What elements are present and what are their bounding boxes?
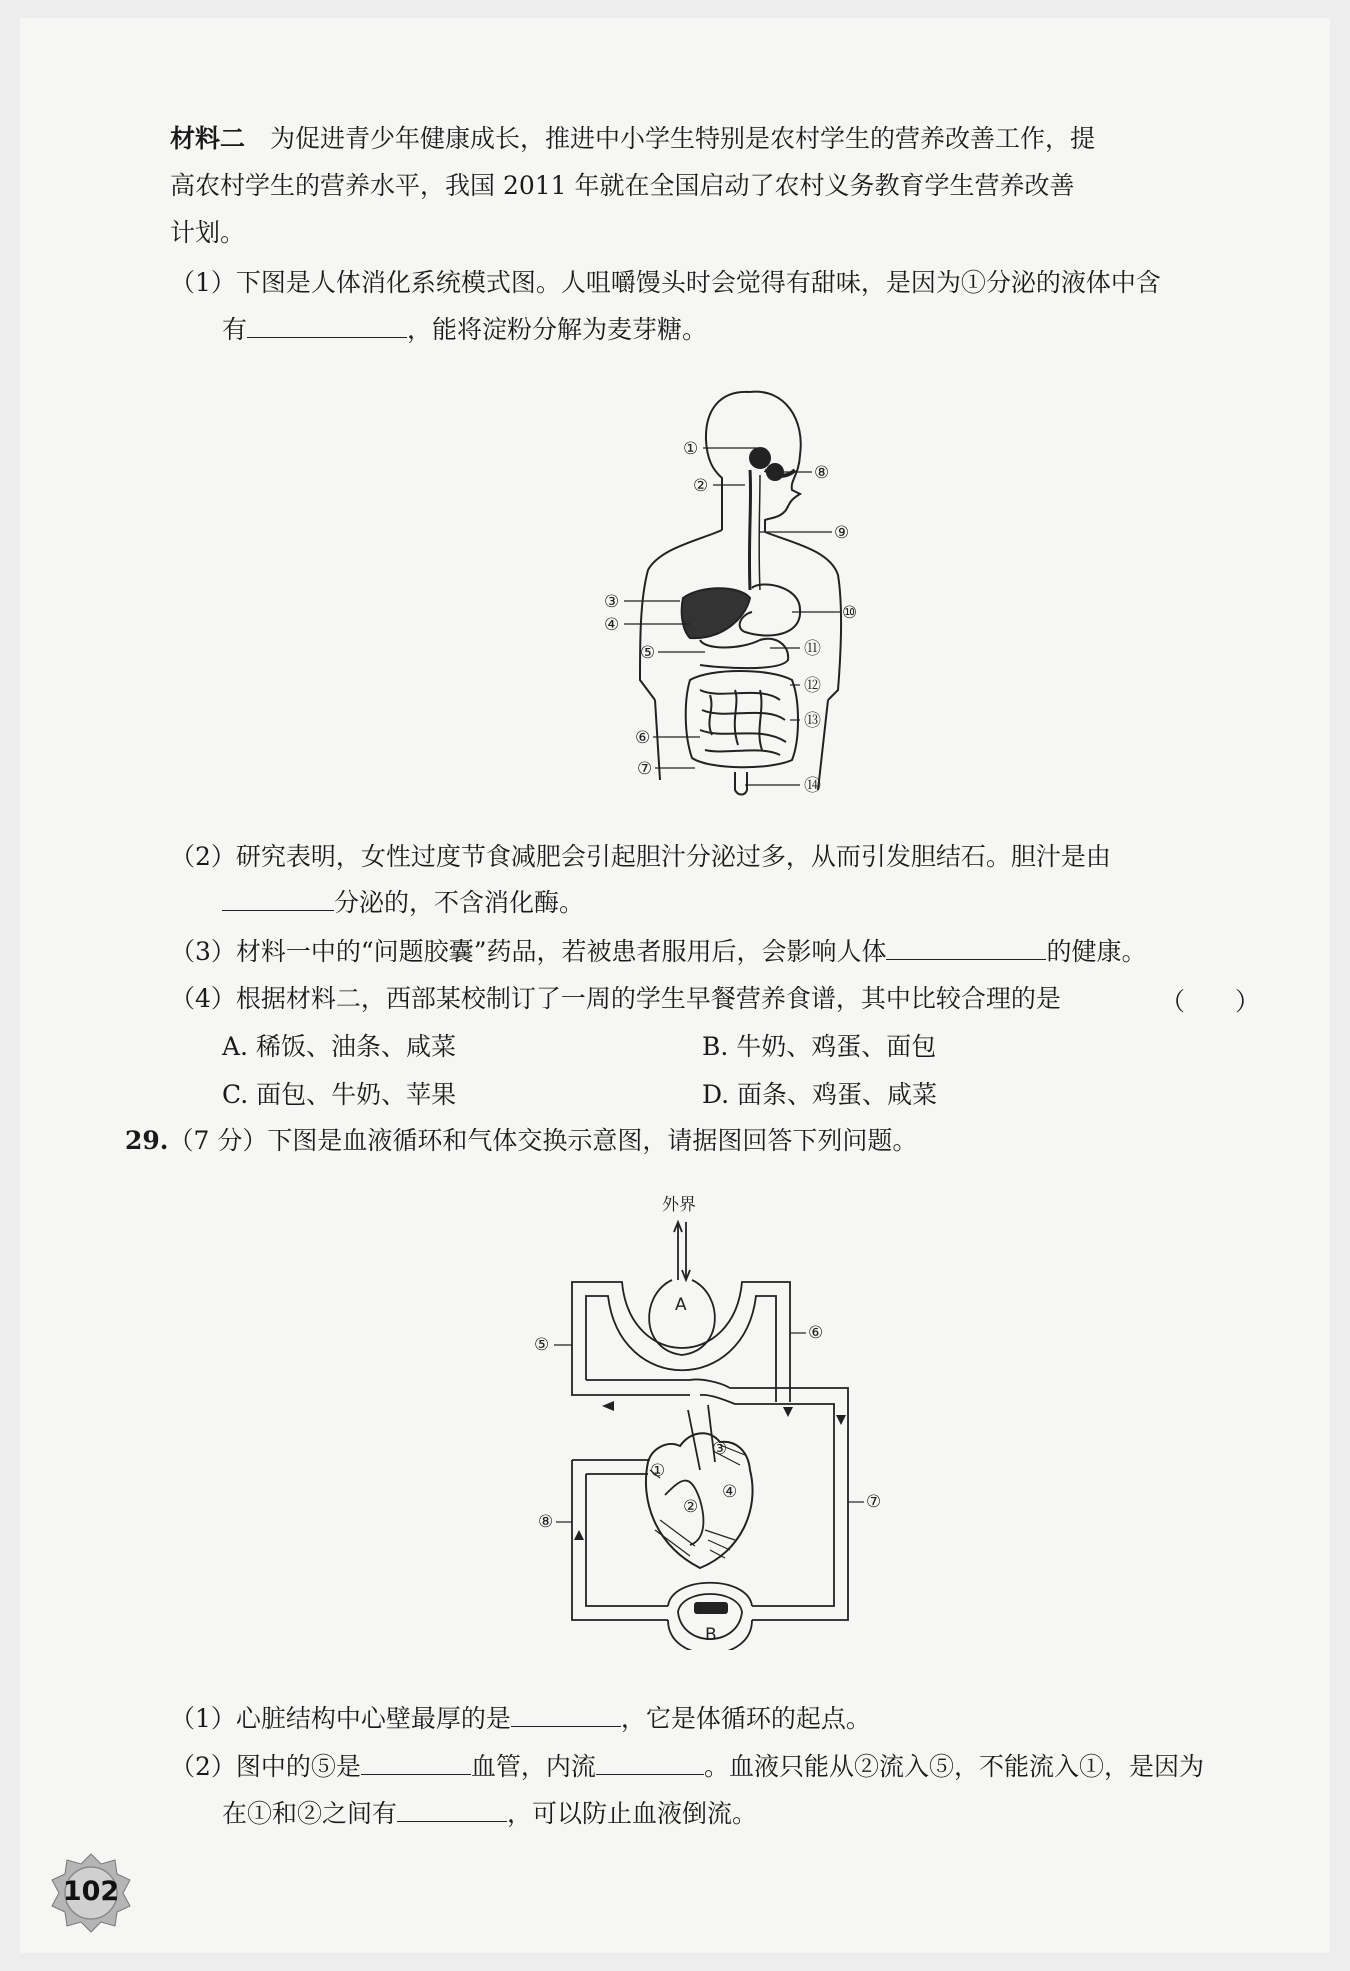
question-3-text: （3）材料一中的“问题胶囊”药品，若被患者服用后，会影响人体 的健康。	[170, 937, 1147, 966]
digestive-label: ①	[683, 439, 699, 459]
digestive-system-diagram	[590, 385, 880, 805]
digestive-label: ⑥	[635, 728, 651, 748]
digestive-label: ④	[604, 615, 620, 635]
heart-label: ②	[683, 1497, 699, 1517]
digestive-label: ⑫	[804, 676, 821, 696]
digestive-label: ⑦	[637, 759, 653, 779]
heart-label: ①	[650, 1461, 666, 1481]
answer-blank-6[interactable]	[596, 1750, 704, 1775]
lung-label-a: A	[675, 1295, 687, 1315]
vessel-label: ⑥	[808, 1323, 824, 1343]
question-29-1-text: （1）心脏结构中心壁最厚的是 ，它是体循环的起点。	[170, 1704, 871, 1733]
material2-line2: 高农村学生的营养水平，我国 2011 年就在全国启动了农村义务教育学生营养改善	[170, 171, 1075, 200]
digestive-label: ②	[693, 476, 709, 496]
question-1-line2: 有 ，能将淀粉分解为麦芽糖。	[222, 315, 708, 344]
option-a[interactable]: A. 稀饭、油条、咸菜	[222, 1032, 456, 1061]
question-29-number: 29.	[125, 1126, 169, 1155]
option-b[interactable]: B. 牛奶、鸡蛋、面包	[702, 1032, 937, 1061]
question-1-text: （1）下图是人体消化系统模式图。人咀嚼馒头时会觉得有甜味，是因为①分泌的液体中含	[170, 268, 1161, 297]
vessel-label: ⑤	[534, 1335, 550, 1355]
material2-line3: 计划。	[170, 218, 246, 247]
answer-blank-1[interactable]	[247, 313, 407, 338]
question-4-text: （4）根据材料二，西部某校制订了一周的学生早餐营养食谱，其中比较合理的是	[170, 984, 1061, 1013]
digestive-label: ⑪	[804, 639, 821, 659]
digestive-label: ⑩	[842, 603, 858, 623]
answer-paren[interactable]: （ ）	[1160, 987, 1261, 1016]
circulation-diagram	[520, 1185, 900, 1650]
answer-blank-5[interactable]	[361, 1750, 471, 1775]
material2-line1: 材料二 为促进青少年健康成长，推进中小学生特别是农村学生的营养改善工作，提	[170, 124, 1096, 153]
digestive-label: ⑬	[804, 711, 821, 731]
question-29-2-text: （2）图中的⑤是 血管，内流 。血液只能从②流入⑤，不能流入①，是因为	[170, 1752, 1204, 1781]
tissue-label-b: B	[705, 1625, 717, 1645]
question-29-2-line2: 在①和②之间有 ，可以防止血液倒流。	[222, 1799, 758, 1828]
vessel-label: ⑧	[538, 1512, 554, 1532]
option-d[interactable]: D. 面条、鸡蛋、咸菜	[702, 1080, 938, 1109]
page-number: 102	[62, 1876, 120, 1907]
heart-label: ④	[722, 1482, 738, 1502]
material2-heading: 材料二	[170, 124, 246, 153]
digestive-label: ⑨	[834, 523, 850, 543]
outside-label: 外界	[662, 1195, 696, 1215]
question-2-text: （2）研究表明，女性过度节食减肥会引起胆汁分泌过多，从而引发胆结石。胆汁是由	[170, 842, 1111, 871]
question-29-text: 29.（7 分）下图是血液循环和气体交换示意图，请据图回答下列问题。	[125, 1126, 918, 1155]
page-number-badge	[50, 1852, 132, 1934]
digestive-label: ⑤	[640, 643, 656, 663]
vessel-label: ⑦	[866, 1492, 882, 1512]
digestive-label: ⑧	[814, 463, 830, 483]
heart-label: ③	[712, 1439, 728, 1459]
question-2-line2: 分泌的，不含消化酶。	[222, 886, 584, 920]
option-c[interactable]: C. 面包、牛奶、苹果	[222, 1080, 457, 1109]
digestive-label: ③	[604, 592, 620, 612]
answer-blank-7[interactable]	[397, 1797, 507, 1822]
answer-blank-2[interactable]	[222, 886, 334, 911]
answer-blank-4[interactable]	[511, 1702, 621, 1727]
digestive-label: ⑭	[804, 776, 821, 796]
answer-blank-3[interactable]	[886, 935, 1046, 960]
